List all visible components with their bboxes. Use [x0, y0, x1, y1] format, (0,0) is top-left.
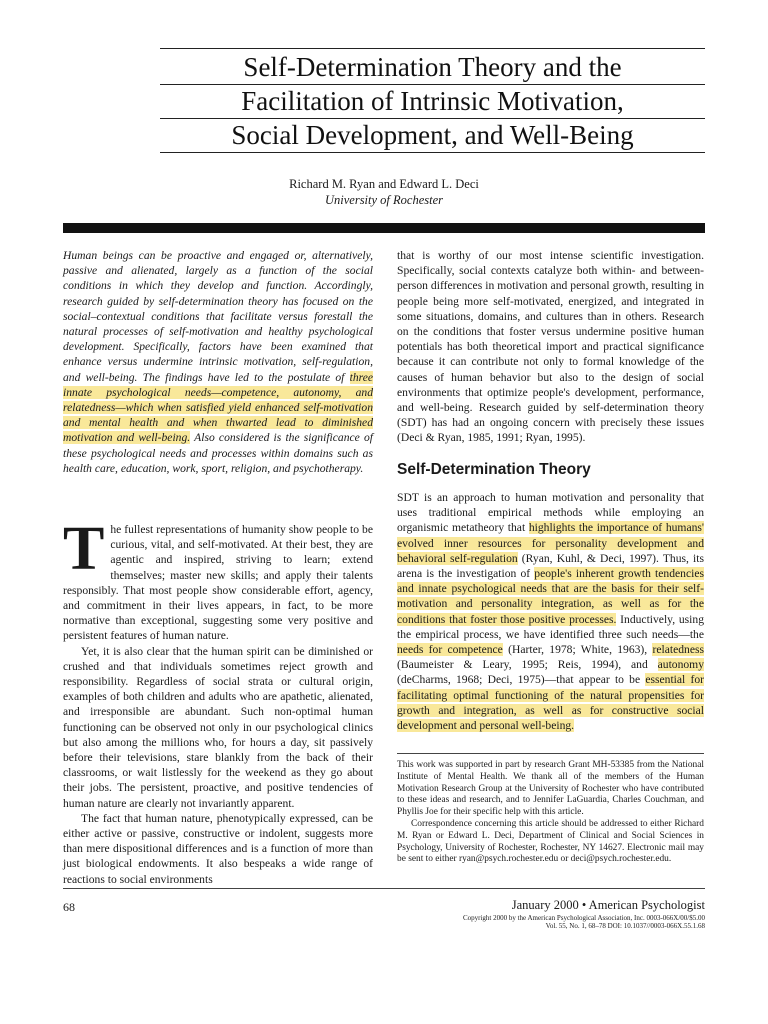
- footnote: [397, 760, 704, 866]
- title-line-3: Social Development, and Well-Being: [231, 120, 634, 150]
- section-heading: Self-Determination Theory: [397, 461, 591, 478]
- highlighted-text: autonomy: [657, 658, 704, 672]
- body-right-intro: [397, 248, 704, 446]
- abstract: [63, 248, 373, 476]
- highlighted-text: relatedness: [652, 643, 704, 657]
- sdt-paragraph: SDT is an approach to human motivation and personality that uses traditional empirical methods while employing an organismic metatheory that highlights the importance of humans' evolved inner resources for personality development and behavioral self-regulation (Ryan, Kuhl, & Deci, 1997). Thus, its arena is the investigation of people's inherent growth tendencies and innate psychological needs that are the basis for their self-motivation and personality integration, as well as for the conditions that foster those positive processes. Inductively, using the empirical process, we have identified three such needs—the needs for competence (Harter, 1978; White, 1963), relatedness (Baumeister & Leary, 1995; Reis, 1994), and autonomy (deCharms, 1968; Deci, 1975)—that appear to be essential for facilitating optimal functioning of the natural propensities for growth and integration, as well as for constructive social development and personal well-being.: [397, 491, 704, 733]
- footer-rule: [63, 888, 705, 889]
- footnote-paragraph: Correspondence concerning this article should be addressed to either Richard M. Ryan or Edward L. Deci, Department of Clinical and Social Sciences in Psychology, University of Rochester, Rochester, NY 14627. Electronic mail may be sent to either ryan@psych.rochester.edu or deci@psych.rochester.edu.: [397, 818, 704, 865]
- body-paragraph: Yet, it is also clear that the human spirit can be diminished or crushed and that individuals sometimes reject growth and responsibility. Regardless of social strata or cultural origin, examples of both children and adults who are apathetic, alienated, and irresponsible are abundant. Such non-optimal human functioning can be observed not only in our psychological clinics but also among the millions who, for hours a day, sit passively before their televisions, stare blankly from the back of their classrooms, or wait listlessly for the weekend as they go about their jobs. The persistent, proactive, and positive tendencies of human nature are clearly not invariantly apparent.: [63, 644, 373, 810]
- title-rule-bottom: [160, 152, 705, 153]
- drop-cap: T: [63, 515, 105, 583]
- copyright-line: Copyright 2000 by the American Psychological Association, Inc. 0003-066X/00/$5.00: [462, 914, 705, 922]
- volume-doi-line: Vol. 55, No. 1, 68–78 DOI: 10.1037//0003-066X.55.1.68: [545, 922, 705, 930]
- body-paragraph: The fullest representations of humanity show people to be curious, vital, and self-motivated. At their best, they are agentic and inspired, striving to learn; extend themselves; master new skills; and apply their talents responsibly. That most people show considerable effort, agency, and commitment in their lives appears, in fact, to be more normative than exceptional, suggesting some very positive and persistent features of human nature.: [63, 515, 373, 643]
- highlighted-text: essential for facilitating optimal functioning of the natural propensities for growth and integration, as well as for constructive social development and personal well-being.: [397, 673, 704, 733]
- footnote-rule: [397, 753, 704, 754]
- highlighted-text: needs for competence: [397, 643, 503, 657]
- abstract-text: Also considered is the significance of these psychological needs and processes within domains such as health care, education, work, sport, religion, and psychotherapy.: [63, 431, 373, 475]
- body-left-column: [63, 515, 373, 887]
- header-divider-bar: [63, 223, 705, 233]
- title-rule-top: [160, 48, 705, 49]
- body-paragraph: The fact that human nature, phenotypically expressed, can be either active or passive, constructive or indolent, suggests more than mere dispositional differences and is a function of more than just biological endowments. It also bespeaks a wide range of reactions to social environments: [63, 811, 373, 886]
- title-line-2: Facilitation of Intrinsic Motivation,: [241, 86, 624, 116]
- title-line-1: Self-Determination Theory and the: [243, 52, 622, 82]
- footnote-paragraph: This work was supported in part by research Grant MH-53385 from the National Institute of Mental Health. We thank all of the members of the Human Motivation Research Group at the University of Rochester who have contributed to these ideas and research, and to Jennifer LaGuardia, Charles Couchman, and Phyllis Joe for their specific help with this article.: [397, 760, 704, 818]
- abstract-text: Human beings can be proactive and engaged or, alternatively, passive and alienated, largely as a function of the social conditions in which they develop and function. Accordingly, research guided by self-determination theory has focused on the social–contextual conditions that facilitate versus forestall the natural processes of self-motivation and healthy psychological development. Specifically, factors have been examined that enhance versus undermine intrinsic motivation, self-regulation, and well-being. The findings have led to the postulate of: [63, 249, 373, 384]
- journal-info: January 2000 • American Psychologist: [511, 898, 705, 912]
- highlighted-text: three innate psychological needs—competence, autonomy, and relatedness—which when satisfied yield enhanced self-motivation and mental health and when thwarted lead to diminished motivation and well-being.: [63, 370, 373, 445]
- author-names: Richard M. Ryan and Edward L. Deci: [289, 177, 479, 191]
- page-number: 68: [63, 900, 75, 914]
- body-paragraph: that is worthy of our most intense scientific investigation. Specifically, social contexts catalyze both within- and between-person differences in motivation and personal growth, resulting in people being more self-motivated, energized, and integrated in some situations, domains, and cultures than in others. Research on the conditions that foster versus undermine positive human potentials has both theoretical import and practical significance because it can contribute not only to formal knowledge of the causes of human behavior but also to the design of social environments that optimize people's development, performance, and well-being. Research guided by self-determination theory (SDT) has had an ongoing concern with precisely these issues (Deci & Ryan, 1985, 1991; Ryan, 1995).: [397, 249, 704, 445]
- highlighted-text: highlights the importance of humans' evolved inner resources for personality development and behavioral self-regulation: [397, 521, 704, 565]
- affiliation: University of Rochester: [324, 193, 444, 207]
- highlighted-text: people's inherent growth tendencies and innate psychological needs that are the basis for their self-motivation and personality integration, as well as for the conditions that foster those positive processes.: [397, 567, 704, 626]
